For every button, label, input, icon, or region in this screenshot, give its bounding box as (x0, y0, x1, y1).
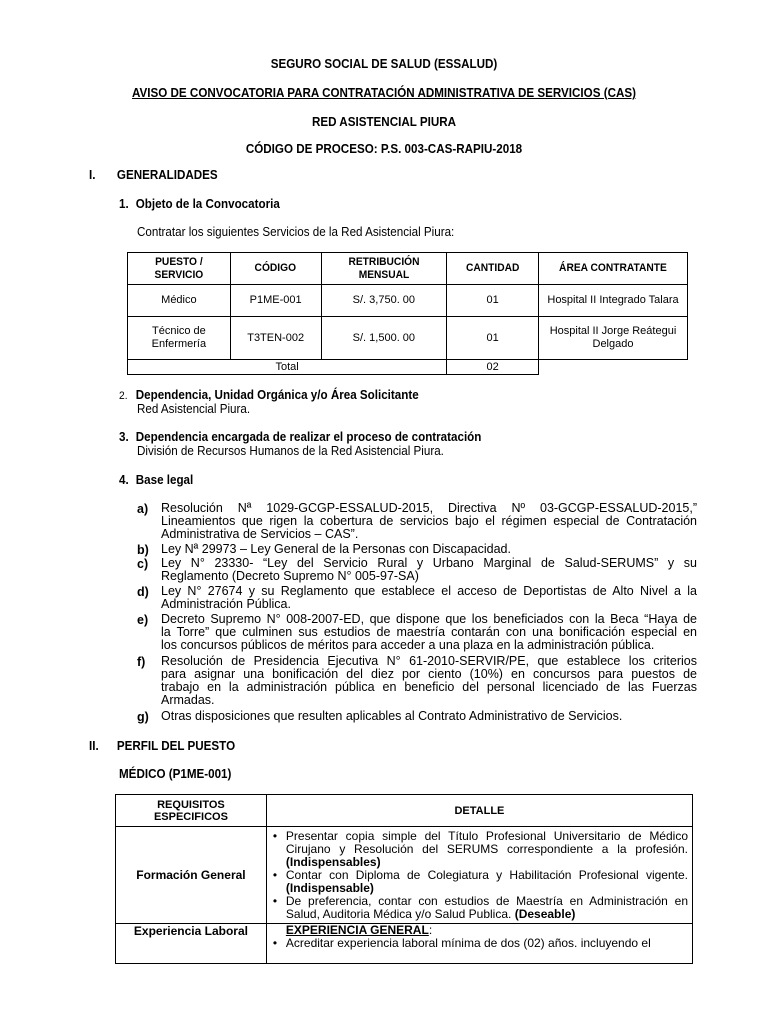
cell-area: Hospital II Jorge Reátegui Delgado (539, 317, 688, 360)
section-2-subheading: MÉDICO (P1ME-001) (119, 767, 232, 781)
header-requisitos: REQUISITOS ESPECIFICOS (116, 795, 267, 827)
list-item-line: Armadas. (161, 693, 215, 707)
list-item-key: g) (137, 710, 149, 724)
header-detalle: DETALLE (266, 795, 692, 827)
cell-codigo: P1ME-001 (230, 285, 321, 317)
header-codigo: CÓDIGO (230, 253, 321, 285)
experiencia-laboral-detail (266, 924, 692, 964)
section-2-number: II. (89, 739, 99, 753)
cell-retribucion: S/. 3,750. 00 (321, 285, 447, 317)
total-value: 02 (447, 360, 539, 375)
formacion-general-label: Formación General (116, 827, 267, 924)
table-row (116, 827, 693, 924)
item-1-number: 1. (119, 197, 129, 211)
item-1-heading (119, 197, 280, 211)
item-3-title: Dependencia encargada de realizar el proceso de contratación (135, 430, 482, 444)
list-item-key: a) (137, 502, 149, 516)
list-item: • Presentar copia simple del Título Profesional Universitario de Médico Cirujano y Resolución del SERUMS correspondiente a la profesión. (Indispensables) (267, 830, 692, 869)
list-item-line: trabajo en la administración pública en beneficio del personal licenciado de las Fuerzas (161, 680, 697, 694)
list-item-line: Ley Nª 29973 – Ley General de la Personas con Discapacidad. (161, 542, 511, 556)
item-1-title: Objeto de la Convocatoria (135, 197, 280, 211)
header-puesto: PUESTO / SERVICIO (128, 253, 231, 285)
section-1-label: GENERALIDADES (116, 168, 218, 182)
item-3-number: 3. (119, 430, 129, 444)
list-item-line: los concursos públicos de méritos para acceder a una plaza en la administración pública. (161, 638, 655, 652)
item-4-heading (119, 473, 193, 487)
title-codigo-proceso: CÓDIGO DE PROCESO: P.S. 003-CAS-RAPIU-2018 (245, 142, 523, 156)
requirements-table-header (116, 795, 693, 827)
item-2-number: 2. (119, 390, 128, 402)
formacion-general-detail (266, 827, 692, 924)
cell-puesto: Médico (128, 285, 231, 317)
list-item-line: Lineamientos que rigen la cobertura de servicios bajo el régimen especial de Contratación (161, 514, 697, 528)
item-2-heading (119, 388, 419, 402)
list-item-line: Ley N° 27674 y su Reglamento que establece el acceso de Deportistas de Alto Nivel a la (161, 584, 697, 598)
list-item-line: para asignar una bonificación del diez por ciento (10%) en concursos para puestos de (161, 667, 697, 681)
section-1-number: I. (89, 168, 96, 182)
title-red-asistencial: RED ASISTENCIAL PIURA (311, 115, 457, 129)
services-table (127, 252, 688, 375)
list-item-line: Resolución Nª 1029-GCGP-ESSALUD-2015, Directiva Nº 03-GCGP-ESSALUD-2015,” (161, 501, 697, 515)
item-2-text: Red Asistencial Piura. (137, 402, 251, 416)
section-1-heading (89, 168, 218, 182)
services-table-header (128, 253, 688, 285)
list-item-line: Decreto Supremo N° 008-2007-ED, que dispone que los beneficiados con la Beca “Haya de (161, 612, 697, 626)
item-3-text: División de Recursos Humanos de la Red Asistencial Piura. (137, 444, 444, 458)
list-item-line: Reglamento (Decreto Supremo N° 005-97-SA) (161, 569, 419, 583)
requirements-table (115, 794, 693, 964)
list-item-key: c) (137, 557, 149, 571)
cell-retribucion: S/. 1,500. 00 (321, 317, 447, 360)
list-item-line: Ley N° 23330- “Ley del Servicio Rural y Urbano Marginal de Salud-SERUMS” y su (161, 556, 697, 570)
list-item-key: b) (137, 543, 149, 557)
total-label: Total (128, 360, 447, 375)
list-item-key: e) (137, 613, 149, 627)
list-item-line: Resolución de Presidencia Ejecutiva N° 61-2010-SERVIR/PE, que establece los criterios (161, 654, 697, 668)
cell-codigo: T3TEN-002 (230, 317, 321, 360)
list-item-key: f) (137, 655, 146, 669)
list-item-line: Administración Pública. (161, 597, 291, 611)
experiencia-laboral-label: Experiencia Laboral (116, 924, 267, 964)
section-2-heading (89, 739, 235, 753)
item-4-title: Base legal (135, 473, 194, 487)
item-2-title: Dependencia, Unidad Orgánica y/o Área Solicitante (135, 388, 419, 402)
table-row (128, 317, 688, 360)
table-total-row (128, 360, 688, 375)
list-item-line: Otras disposiciones que resulten aplicables al Contrato Administrativo de Servicios. (161, 709, 623, 723)
item-1-text: Contratar los siguientes Servicios de la Red Asistencial Piura: (137, 225, 455, 239)
table-row (116, 924, 693, 964)
header-area: ÁREA CONTRATANTE (539, 253, 688, 285)
title-essalud: SEGURO SOCIAL DE SALUD (ESSALUD) (270, 57, 498, 71)
section-2-label: PERFIL DEL PUESTO (116, 739, 236, 753)
title-aviso-convocatoria: AVISO DE CONVOCATORIA PARA CONTRATACIÓN ADMINISTRATIVA DE SERVICIOS (CAS) (131, 86, 636, 100)
cell-cantidad: 01 (447, 285, 539, 317)
list-item: • Acreditar experiencia laboral mínima de dos (02) años. incluyendo el (267, 937, 692, 950)
list-item: • De preferencia, contar con estudios de Maestría en Administración en Salud, Auditoria Médica y/o Salud Publica. (Deseable) (267, 895, 692, 921)
cell-cantidad: 01 (447, 317, 539, 360)
cell-puesto: Técnico de Enfermería (128, 317, 231, 360)
list-item: • Contar con Diploma de Colegiatura y Habilitación Profesional vigente. (Indispensable) (267, 869, 692, 895)
header-cantidad: CANTIDAD (447, 253, 539, 285)
list-item-key: d) (137, 585, 149, 599)
table-row (128, 285, 688, 317)
list-item-line: la Torre” que culminen sus estudios de maestría contarán con una bonificación especial en (161, 625, 697, 639)
experiencia-general-heading: EXPERIENCIA GENERAL: (285, 923, 433, 937)
item-3-heading (119, 430, 481, 444)
cell-area: Hospital II Integrado Talara (539, 285, 688, 317)
list-item-line: Administrativa de Servicios – CAS”. (161, 527, 359, 541)
header-retribucion: RETRIBUCIÓN MENSUAL (321, 253, 447, 285)
item-4-number: 4. (119, 473, 129, 487)
